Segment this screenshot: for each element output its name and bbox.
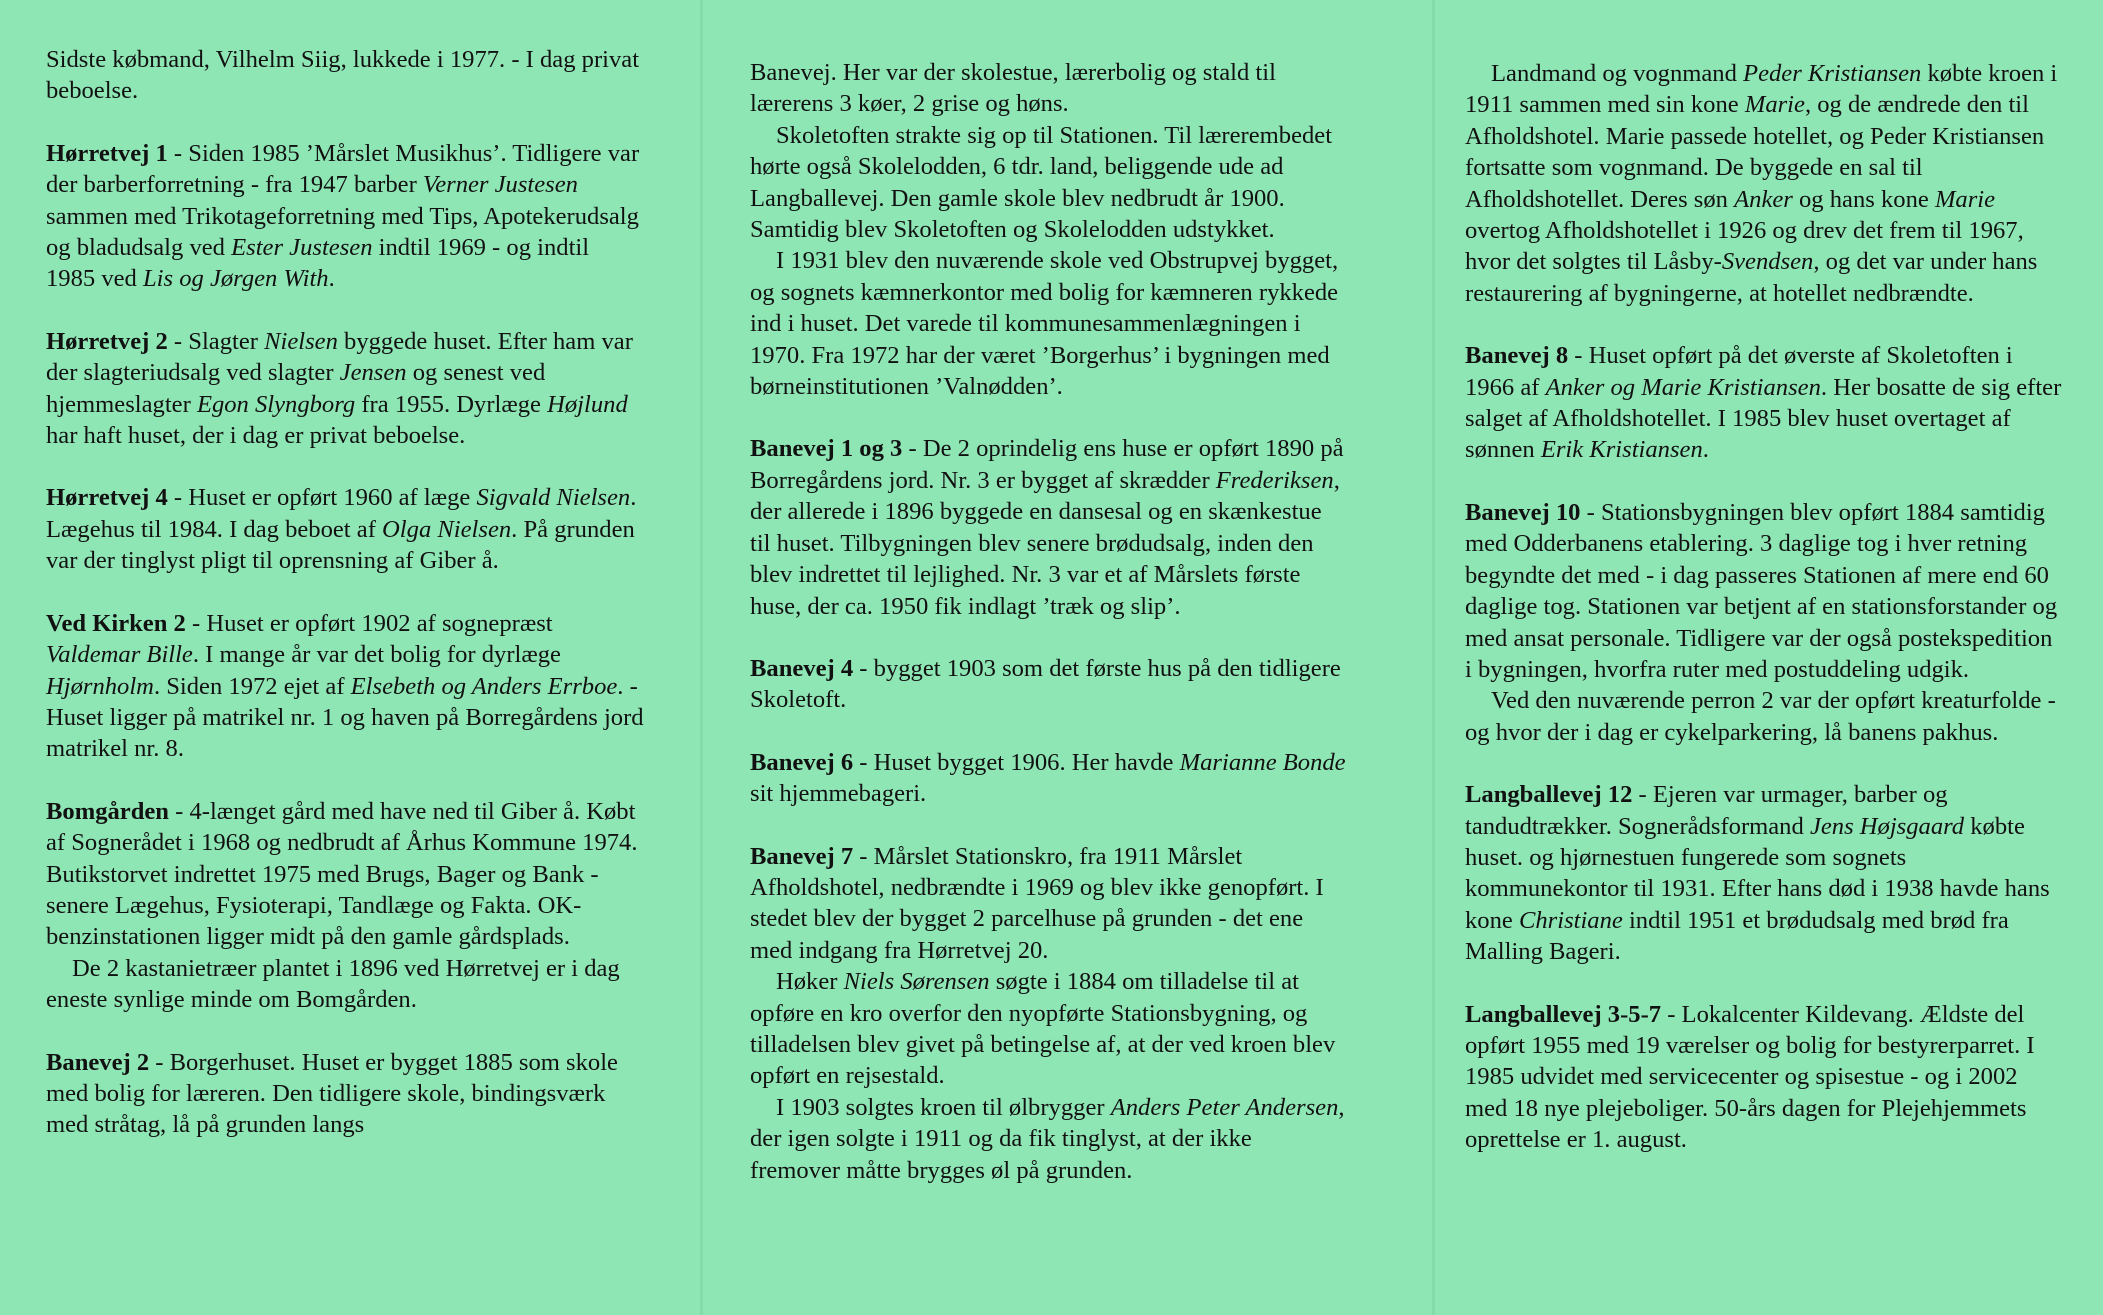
person-name: Egon Slyngborg <box>196 390 356 418</box>
entry-heading: Banevej 8 <box>1465 342 1569 370</box>
entry-text: . Her bosatte de sig efter salget af Afholdshotellet. I 1985 blev huset overtaget af sønnen <box>1465 373 2062 464</box>
entry-text: Landmand og vognmand <box>1491 60 1744 87</box>
entry-heading: Hørretvej 4 <box>46 484 168 512</box>
person-name: Lis og Jørgen With <box>143 265 329 293</box>
entry-text: og senest ved hjemmeslagter <box>46 359 546 418</box>
entry-banevej-4 <box>750 653 1347 716</box>
person-name: Jensen <box>339 359 407 387</box>
entry-banevej-6 <box>750 747 1347 810</box>
person-name: Sigvald Nielsen <box>476 484 631 512</box>
entry-heading: Banevej 6 <box>750 748 854 776</box>
entry-bomgaarden <box>46 796 644 1016</box>
entry-text: søgte i 1884 om tilladelse til at opføre en kro overfor den nyopførte Stationsbygning, og tilladelsen blev givet på betingelse af, at der ved kroen blev opført en rejsestald. <box>750 968 1336 1090</box>
person-name: Hjørnholm <box>46 672 154 700</box>
person-name: Ester Justesen <box>231 234 373 262</box>
entry-text: - Lokalcenter Kildevang. Ældste del opført 1955 med 19 værelser og bolig for bestyrerparret. I 1985 udvidet med servicecenter og spisestue - og i 2002 med 18 nye plejeboliger. 50-års dagen for Plejehjemmets oprettelse er 1. august. <box>1465 1000 2035 1154</box>
entry-text: - Huset bygget 1906. Her havde <box>853 748 1180 776</box>
entry-text: købte huset. og hjørnestuen fungerede som sognets kommunekontor til 1931. Efter hans død i 1938 havde hans kone <box>1465 812 2050 934</box>
entry-ved-kirken-2 <box>46 608 644 765</box>
entry-text: , og det var under hans restaurering af bygningerne, at hotellet nedbrændte. <box>1465 248 2038 307</box>
person-name: Anker <box>1734 185 1793 213</box>
entry-text: og hans kone <box>1792 185 1935 213</box>
entry-heading: Banevej 1 og 3 <box>750 435 903 463</box>
entry-text: købte kroen i 1911 sammen med sin kone <box>1465 60 2058 119</box>
entry-banevej-7 <box>750 841 1347 1186</box>
entry-banevej-10 <box>1465 497 2062 748</box>
entry-horretvej-1 <box>46 138 644 295</box>
entry-heading: Bomgården <box>46 797 169 825</box>
entry-horretvej-2 <box>46 326 644 452</box>
entry-text: . Siden 1972 ejet af <box>153 672 351 700</box>
entry-text: indtil 1951 et brødudsalg med brød fra Malling Bageri. <box>1465 906 2009 966</box>
entry-text: - De 2 oprindelig ens huse er opført 1890 på Borregårdens jord. Nr. 3 er bygget af skrædder <box>750 435 1344 494</box>
person-name: Olga Nielsen <box>382 515 512 543</box>
entry-text: . På grunden var der tinglyst pligt til oprensning af Giber å. <box>46 515 635 575</box>
left-fold-line <box>700 0 703 1315</box>
entry-intro <box>46 44 644 107</box>
entry-banevej-8 <box>1465 340 2062 466</box>
entry-text: - Siden 1985 ’Mårslet Musikhus’. Tidligere var der barberforretning - fra 1947 barber <box>46 139 640 199</box>
entry-text: sit hjemmebageri. <box>750 780 927 808</box>
entry-text: . <box>328 265 335 293</box>
entry-text: I 1903 solgtes kroen til ølbrygger <box>776 1093 1111 1121</box>
entry-text: overtog Afholdshotellet i 1926 og drev det frem til 1967, hvor det solgtes til Låsby- <box>1465 217 2024 276</box>
right-column <box>1465 0 2062 1315</box>
person-name: Marie <box>1744 91 1805 119</box>
entry-text: . Lægehus til 1984. I dag beboet af <box>46 484 637 543</box>
entry-paragraph: De 2 kastanietræer plantet i 1896 ved Hørretvej er i dag eneste synlige minde om Bomgården. <box>46 954 620 1014</box>
person-name: Marianne Bonde <box>1179 748 1346 776</box>
person-name: Valdemar Bille <box>46 641 193 669</box>
entry-text: - 4-længet gård med have ned til Giber å. Købt af Sognerådet i 1968 og nedbrudt af Århus Kommune 1974. Butikstorvet indrettet 1975 med Brugs, Bager og Bank - senere Lægehus, Fysioterapi, Tandlæge og Fakta. OK-benzinstationen ligger midt på den gamle gårdsplads. <box>46 797 638 951</box>
entry-text: - Mårslet Stationskro, fra 1911 Mårslet Afholdshotel, nedbrændte i 1969 og blev ikke genopført. I stedet blev der bygget 2 parcelhuse på grunden - det ene med indgang fra Hørretvej 20. <box>750 842 1324 964</box>
entry-text: indtil 1969 - og indtil 1985 ved <box>46 234 590 293</box>
entry-text: har haft huset, der i dag er privat beboelse. <box>46 422 466 450</box>
entry-text: - Huset opført på det øverste af Skoletoften i 1966 af <box>1465 342 2013 401</box>
entry-text: , der igen solgte i 1911 og da fik tinglyst, at der ikke fremover måtte brygges øl på grunden. <box>750 1093 1345 1184</box>
entry-langballevej-3-5-7 <box>1465 999 2062 1156</box>
entry-banevej-1-og-3 <box>750 433 1347 621</box>
entry-text: - bygget 1903 som det første hus på den tidligere Skoletoft. <box>750 654 1341 714</box>
entry-heading: Banevej 7 <box>750 842 854 870</box>
entry-heading: Banevej 10 <box>1465 498 1581 526</box>
person-name: Frederiksen <box>1215 466 1334 494</box>
person-name: Niels Sørensen <box>843 968 990 996</box>
entry-text: byggede huset. Efter ham var der slagteriudsalg ved slagter <box>46 327 633 387</box>
entry-text: - Slagter <box>167 327 265 355</box>
entry-text: - Huset er opført 1902 af sognepræst <box>185 609 553 637</box>
entry-paragraph: I 1931 blev den nuværende skole ved Obstrupvej bygget, og sognets kæmnerkontor med bolig for kæmneren rykkede ind i huset. Det varede til kommunesammenlægningen i 1970. Fra 1972 har der været ’Borgerhus’ i bygningen med børneinstitutionen ’Valnødden’. <box>750 247 1339 401</box>
person-name: Marie <box>1934 185 1996 213</box>
middle-column <box>750 0 1347 1315</box>
entry-text: - Borgerhuset. Huset er bygget 1885 som skole med bolig for læreren. Den tidligere skole, bindingsværk med stråtag, lå på grunden langs <box>46 1048 618 1139</box>
entry-text: . I mange år var det bolig for dyrlæge <box>192 641 561 669</box>
person-name: Nielsen <box>264 327 338 355</box>
entry-text: . - Huset ligger på matrikel nr. 1 og haven på Borregårdens jord matrikel nr. 8. <box>46 672 644 763</box>
entry-afholdshotel <box>1465 58 2062 309</box>
entry-horretvej-4 <box>46 482 644 576</box>
entry-heading: Banevej 4 <box>750 654 854 682</box>
person-name: Svendsen <box>1721 248 1814 276</box>
entry-heading: Banevej 2 <box>46 1048 150 1076</box>
person-name: Højlund <box>547 390 628 418</box>
entry-text: Høker <box>776 968 844 996</box>
entry-paragraph: Ved den nuværende perron 2 var der opført kreaturfolde - og hvor der i dag er cykelparkering, lå banens pakhus. <box>1465 687 2056 746</box>
right-fold-line <box>1432 0 1435 1315</box>
entry-text: , og de ændrede den til Afholdshotel. Marie passede hotellet, og Peder Kristiansen fortsatte som vognmand. De byggede en sal til Afholdshotellet. Deres søn <box>1465 91 2045 213</box>
entry-heading: Langballevej 3-5-7 <box>1465 1000 1662 1028</box>
person-name: Verner Justesen <box>422 171 578 199</box>
person-name: Jens Højsgaard <box>1809 812 1965 840</box>
person-name: Erik Kristiansen <box>1540 436 1703 464</box>
person-name: Christiane <box>1518 906 1623 934</box>
entry-paragraph: Skoletoften strakte sig op til Stationen. Til lærerembedet hørte også Skolelodden, 6 tdr. land, beliggende ude ad Langballevej. Den gamle skole blev nedbrudt år 1900. Samtidig blev Skoletoften og Skolelodden udstykket. <box>750 121 1333 244</box>
entry-heading: Hørretvej 2 <box>46 327 168 355</box>
person-name: Elsebeth og Anders Errboe <box>350 672 618 700</box>
entry-heading: Langballevej 12 <box>1465 781 1633 809</box>
entry-text: - Ejeren var urmager, barber og tandudtrækker. Sognerådsformand <box>1465 781 1948 840</box>
entry-text: fra 1955. Dyrlæge <box>355 390 548 418</box>
entry-text: , der allerede i 1896 byggede en dansesal og en skænkestue til huset. Tilbygningen blev senere brødudsalg, inden den blev indrettet til lejlighed. Nr. 3 var et af Mårslets første huse, der ca. 1950 fik indlagt ’træk og slip’. <box>750 466 1340 620</box>
entry-langballevej-12 <box>1465 779 2062 967</box>
entry-heading: Hørretvej 1 <box>46 139 168 167</box>
entry-text: sammen med Trikotageforretning med Tips, Apotekerudsalg og bladudsalg ved <box>46 202 639 262</box>
entry-paragraph: Banevej. Her var der skolestue, lærerbolig og stald til lærerens 3 køer, 2 grise og høns. <box>750 59 1276 118</box>
person-name: Anker og Marie Kristiansen <box>1545 373 1821 401</box>
person-name: Peder Kristiansen <box>1743 60 1922 87</box>
entry-heading: Ved Kirken 2 <box>46 609 186 637</box>
entry-text: . <box>1702 436 1709 464</box>
entry-banevej-2-continued <box>750 57 1347 402</box>
left-column <box>46 0 644 1315</box>
entry-banevej-2 <box>46 1047 644 1141</box>
person-name: Anders Peter Andersen <box>1110 1093 1339 1121</box>
entry-text: Sidste købmand, Vilhelm Siig, lukkede i 1977. - I dag privat beboelse. <box>46 46 640 105</box>
entry-text: - Stationsbygningen blev opført 1884 samtidig med Odderbanens etablering. 3 daglige tog i hver retning begyndte det med - i dag passeres Stationen af mere end 60 daglige tog. Stationen var betjent af en stationsforstander og med ansat personale. Tidligere var der også postekspedition i bygningen, hvorfra ruter med postuddeling udgik. <box>1465 498 2058 683</box>
entry-text: - Huset er opført 1960 af læge <box>167 484 477 512</box>
